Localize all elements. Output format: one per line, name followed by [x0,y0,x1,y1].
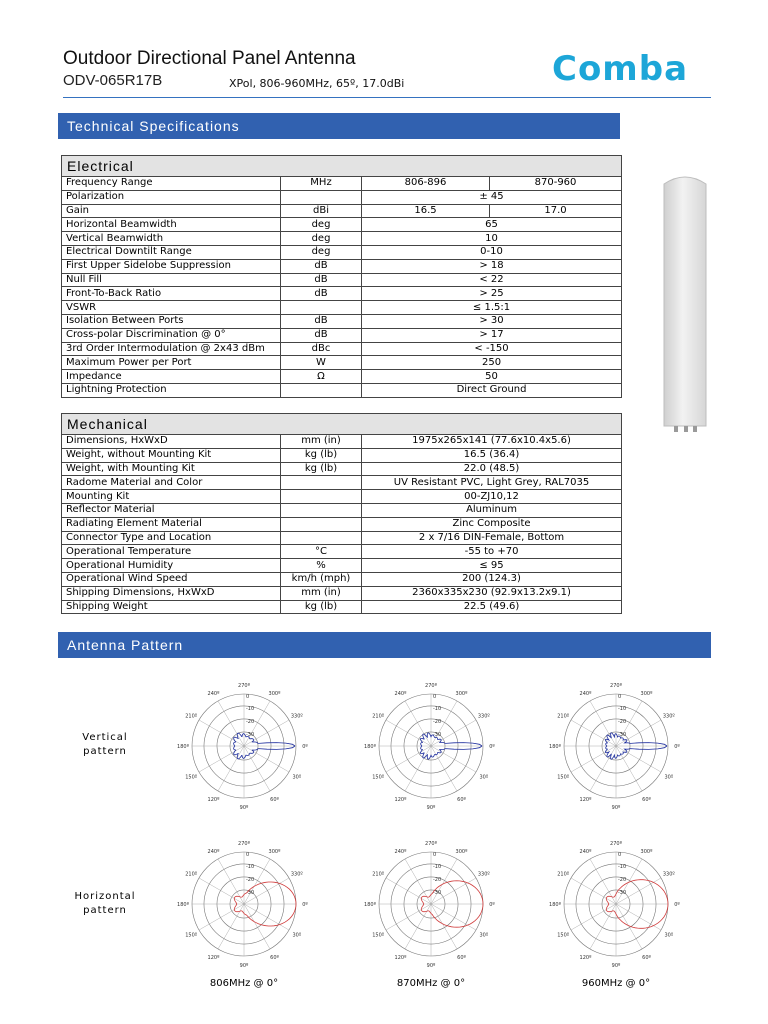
antenna-pattern-heading: Antenna Pattern [58,632,711,658]
polar-angle-label: 90º [611,805,621,811]
table-row [62,559,622,573]
spec-label: Shipping Dimensions, HxWxD [62,586,281,600]
vertical-pattern-806 [174,674,314,814]
spec-value: Zinc Composite [362,517,622,531]
polar-angle-label: 120º [394,796,407,803]
vertical-pattern-label: Vertical pattern [82,732,128,757]
horizontal-pattern-870 [361,832,501,972]
polar-spoke [431,746,457,791]
spec-unit: km/h (mph) [281,572,362,586]
table-row [62,342,622,356]
polar-angle-label: 150º [557,774,570,781]
spec-unit: deg [281,218,362,232]
polar-angle-label: 90º [426,963,436,969]
table-row [62,259,622,273]
polar-spoke [431,746,476,772]
polar-spoke [571,878,616,904]
table-row [62,531,622,545]
table-row [62,503,622,517]
table-row [62,287,622,301]
polar-angle-label: 0º [674,902,680,908]
spec-value: ≤ 95 [362,559,622,573]
spec-value: > 18 [362,259,622,273]
polar-angle-label: 180º [549,902,561,908]
vertical-pattern-960 [546,674,686,814]
polar-spoke [590,746,616,791]
table-row [62,545,622,559]
polar-spoke [431,904,457,949]
spec-unit: dB [281,328,362,342]
polar-angle-label: 210º [185,871,198,878]
polar-spoke [244,746,270,791]
polar-angle-label: 330º [290,713,303,720]
polar-angle-label: 210º [372,871,385,878]
spec-unit: dBc [281,342,362,356]
table-row [62,245,622,259]
spec-value: 50 [362,370,622,384]
spec-label: Dimensions, HxWxD [62,435,281,449]
polar-angle-label: 30º [664,774,674,781]
spec-label: Radiating Element Material [62,517,281,531]
table-row [62,462,622,476]
spec-value: 16.5 (36.4) [362,448,622,462]
polar-angle-label: 180º [364,902,376,908]
spec-unit [281,531,362,545]
spec-label: Lightning Protection [62,383,281,397]
polar-spoke [244,746,289,772]
polar-angle-label: 330º [290,871,303,878]
polar-angle-label: 330º [662,871,675,878]
polar-angle-label: 240º [207,691,220,698]
polar-angle-label: 60º [270,796,279,803]
polar-ring-label: 0 [246,694,250,700]
polar-angle-label: 210º [185,713,198,720]
spec-unit [281,383,362,397]
spec-value: > 30 [362,314,622,328]
spec-value: Direct Ground [362,383,622,397]
spec-label: Reflector Material [62,503,281,517]
electrical-heading: Electrical [62,156,622,177]
spec-unit: dB [281,273,362,287]
polar-angle-label: 120º [394,954,407,961]
polar-angle-label: 330º [477,713,490,720]
spec-unit: deg [281,232,362,246]
polar-angle-label: 0º [489,744,495,750]
polar-spoke [616,904,642,949]
spec-value: < -150 [362,342,622,356]
polar-angle-label: 120º [579,796,592,803]
spec-label: Vertical Beamwidth [62,232,281,246]
polar-spoke [616,746,661,772]
polar-spoke [218,701,244,746]
antenna-photo [662,172,708,432]
spec-unit: kg (lb) [281,462,362,476]
spec-label: Shipping Weight [62,600,281,614]
spec-label: 3rd Order Intermodulation @ 2x43 dBm [62,342,281,356]
table-row [62,328,622,342]
polar-angle-label: 60º [270,954,279,961]
page-title: Outdoor Directional Panel Antenna [63,48,356,69]
polar-ring-label: -10 [618,705,627,712]
polar-spoke [571,746,616,772]
polar-spoke [199,746,244,772]
polar-angle-label: 300º [640,849,653,856]
table-row [62,232,622,246]
polar-ring-label: -20 [246,876,255,883]
polar-angle-label: 150º [185,774,198,781]
spec-label: Weight, without Mounting Kit [62,448,281,462]
polar-spoke [616,746,642,791]
polar-spoke [199,878,244,904]
caption-870: 870MHz @ 0° [396,978,466,989]
spec-label: First Upper Sidelobe Suppression [62,259,281,273]
spec-value: > 25 [362,287,622,301]
spec-label: Radome Material and Color [62,476,281,490]
polar-angle-label: 300º [455,691,468,698]
polar-angle-label: 0º [489,902,495,908]
polar-spoke [386,746,431,772]
polar-angle-label: 90º [611,963,621,969]
spec-label: Frequency Range [62,177,281,191]
spec-value: Aluminum [362,503,622,517]
spec-value: 870-960 [490,177,622,191]
spec-unit: dBi [281,204,362,218]
spec-value: 17.0 [490,204,622,218]
polar-angle-label: 240º [394,849,407,856]
polar-angle-label: 300º [640,691,653,698]
polar-angle-label: 210º [557,713,570,720]
vertical-pattern-870 [361,674,501,814]
spec-value: 806-896 [362,177,490,191]
spec-label: Null Fill [62,273,281,287]
polar-spoke [386,720,431,746]
polar-ring-label: 0 [433,694,437,700]
tech-specs-heading: Technical Specifications [58,113,620,139]
spec-label: Gain [62,204,281,218]
spec-label: Operational Humidity [62,559,281,573]
polar-spoke [244,904,270,949]
spec-unit [281,503,362,517]
polar-angle-label: 240º [207,849,220,856]
spec-unit: mm (in) [281,435,362,449]
polar-ring-label: -20 [246,718,255,725]
spec-label: Mounting Kit [62,490,281,504]
polar-angle-label: 0º [674,744,680,750]
polar-angle-label: 90º [239,805,249,811]
polar-spoke [199,904,244,930]
polar-ring-label: -30 [618,889,627,896]
spec-label: Maximum Power per Port [62,356,281,370]
spec-value: 00-ZJ10,12 [362,490,622,504]
polar-angle-label: 330º [477,871,490,878]
polar-spoke [405,746,431,791]
table-row [62,517,622,531]
table-row [62,490,622,504]
polar-spoke [405,701,431,746]
polar-spoke [571,720,616,746]
spec-label: Cross-polar Discrimination @ 0° [62,328,281,342]
polar-ring-label: -20 [618,876,627,883]
table-row [62,572,622,586]
polar-angle-label: 0º [302,902,308,908]
spec-label: Electrical Downtilt Range [62,245,281,259]
spec-label: Horizontal Beamwidth [62,218,281,232]
polar-angle-label: 60º [642,954,651,961]
spec-label: Connector Type and Location [62,531,281,545]
polar-ring-label: 0 [618,694,622,700]
table-row [62,301,622,315]
table-row [62,190,622,204]
polar-angle-label: 180º [177,902,189,908]
table-row [62,177,622,191]
spec-value: 65 [362,218,622,232]
polar-spoke [431,904,476,930]
polar-angle-label: 270º [238,683,250,689]
spec-label: Front-To-Back Ratio [62,287,281,301]
polar-angle-label: 300º [455,849,468,856]
table-row [62,356,622,370]
spec-label: Impedance [62,370,281,384]
polar-ring-label: -20 [433,718,442,725]
polar-angle-label: 270º [610,683,622,689]
polar-ring-label: -30 [246,731,255,738]
polar-angle-label: 30º [292,932,302,939]
polar-ring-label: -30 [246,889,255,896]
polar-ring-label: -10 [246,863,255,870]
polar-ring-label: -30 [618,731,627,738]
spec-unit: kg (lb) [281,600,362,614]
polar-angle-label: 150º [372,932,385,939]
polar-angle-label: 30º [292,774,302,781]
mechanical-heading: Mechanical [62,414,622,435]
spec-unit: dB [281,287,362,301]
polar-ring-label: 0 [433,852,437,858]
spec-unit: mm (in) [281,586,362,600]
spec-value: 2360x335x230 (92.9x13.2x9.1) [362,586,622,600]
polar-angle-label: 0º [302,744,308,750]
polar-angle-label: 120º [207,954,220,961]
spec-value: < 22 [362,273,622,287]
spec-unit [281,301,362,315]
polar-spoke [218,746,244,791]
electrical-table [61,155,622,398]
polar-spoke [571,904,616,930]
table-row [62,600,622,614]
spec-unit: % [281,559,362,573]
polar-angle-label: 180º [364,744,376,750]
table-row [62,435,622,449]
polar-spoke [386,878,431,904]
table-row [62,218,622,232]
polar-angle-label: 180º [549,744,561,750]
spec-unit: dB [281,314,362,328]
polar-angle-label: 330º [662,713,675,720]
model-number: ODV-065R17B [63,72,163,89]
spec-unit: °C [281,545,362,559]
polar-spoke [616,904,661,930]
spec-label: Isolation Between Ports [62,314,281,328]
header-divider [63,97,711,98]
spec-unit [281,190,362,204]
polar-angle-label: 120º [579,954,592,961]
polar-angle-label: 150º [557,932,570,939]
spec-value: 16.5 [362,204,490,218]
spec-value: 10 [362,232,622,246]
polar-angle-label: 60º [457,954,466,961]
polar-angle-label: 270º [425,683,437,689]
polar-ring-label: -10 [618,863,627,870]
spec-value: ± 45 [362,190,622,204]
spec-label: VSWR [62,301,281,315]
polar-angle-label: 270º [238,841,250,847]
polar-angle-label: 150º [185,932,198,939]
spec-unit: kg (lb) [281,448,362,462]
polar-ring-label: -30 [433,731,442,738]
spec-value: 2 x 7/16 DIN-Female, Bottom [362,531,622,545]
polar-angle-label: 240º [394,691,407,698]
spec-value: UV Resistant PVC, Light Grey, RAL7035 [362,476,622,490]
spec-unit [281,490,362,504]
polar-angle-label: 270º [610,841,622,847]
table-row [62,383,622,397]
caption-960: 960MHz @ 0° [581,978,651,989]
spec-label: Polarization [62,190,281,204]
polar-angle-label: 270º [425,841,437,847]
spec-value: 22.5 (49.6) [362,600,622,614]
polar-angle-label: 30º [479,774,489,781]
polar-angle-label: 90º [239,963,249,969]
spec-value: ≤ 1.5:1 [362,301,622,315]
spec-unit: deg [281,245,362,259]
polar-angle-label: 120º [207,796,220,803]
caption-806: 806MHz @ 0° [209,978,279,989]
spec-unit: Ω [281,370,362,384]
horizontal-pattern-806 [174,832,314,972]
table-row [62,370,622,384]
spec-value: 0-10 [362,245,622,259]
polar-angle-label: 240º [579,849,592,856]
polar-angle-label: 300º [268,849,281,856]
spec-unit [281,476,362,490]
polar-ring-label: -20 [618,718,627,725]
polar-spoke [199,720,244,746]
spec-unit: dB [281,259,362,273]
spec-unit: MHz [281,177,362,191]
polar-angle-label: 210º [557,871,570,878]
comba-logo: Comba [552,49,689,89]
polar-ring-label: -30 [433,889,442,896]
spec-label: Weight, with Mounting Kit [62,462,281,476]
spec-value: 250 [362,356,622,370]
polar-angle-label: 180º [177,744,189,750]
polar-spoke [386,904,431,930]
mechanical-table [61,413,622,614]
spec-label: Operational Temperature [62,545,281,559]
polar-ring-label: 0 [246,852,250,858]
polar-angle-label: 90º [426,805,436,811]
polar-angle-label: 60º [642,796,651,803]
polar-ring-label: 0 [618,852,622,858]
table-row [62,273,622,287]
polar-angle-label: 150º [372,774,385,781]
spec-value: 200 (124.3) [362,572,622,586]
polar-ring-label: -10 [433,705,442,712]
spec-value: 1975x265x141 (77.6x10.4x5.6) [362,435,622,449]
horizontal-pattern-label: Horizontal pattern [74,891,136,916]
polar-ring-label: -10 [433,863,442,870]
model-subtitle: XPol, 806-960MHz, 65º, 17.0dBi [229,77,405,90]
polar-angle-label: 30º [664,932,674,939]
table-row [62,204,622,218]
spec-label: Operational Wind Speed [62,572,281,586]
table-row [62,476,622,490]
polar-angle-label: 300º [268,691,281,698]
polar-ring-label: -10 [246,705,255,712]
polar-ring-label: -20 [433,876,442,883]
polar-angle-label: 30º [479,932,489,939]
spec-unit [281,517,362,531]
polar-angle-label: 210º [372,713,385,720]
table-row [62,448,622,462]
horizontal-pattern-960 [546,832,686,972]
table-row [62,586,622,600]
spec-value: > 17 [362,328,622,342]
spec-value: -55 to +70 [362,545,622,559]
table-row [62,314,622,328]
polar-angle-label: 60º [457,796,466,803]
polar-angle-label: 240º [579,691,592,698]
polar-spoke [590,701,616,746]
spec-unit: W [281,356,362,370]
spec-value: 22.0 (48.5) [362,462,622,476]
